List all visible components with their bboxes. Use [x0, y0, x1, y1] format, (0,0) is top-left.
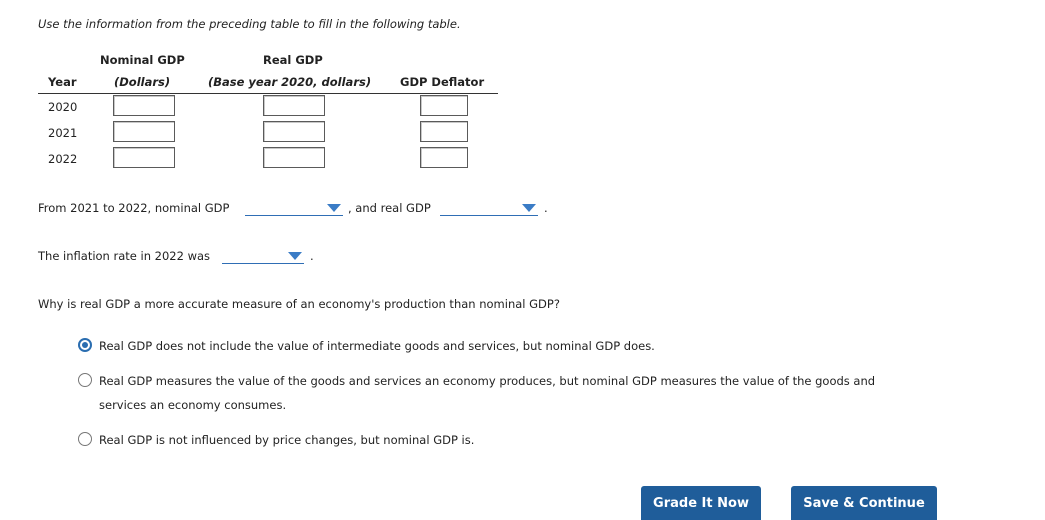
gdp-deflator-2022-input[interactable] [420, 147, 468, 168]
question-text: Why is real GDP a more accurate measure of an economy's production than nominal GDP? [38, 297, 560, 311]
option-3-radio[interactable] [78, 432, 92, 446]
option-2-radio[interactable] [78, 373, 92, 387]
option-3-label: Real GDP is not influenced by price changes, but nominal GDP is. [99, 433, 475, 447]
gdp-deflator-2020-input[interactable] [420, 95, 468, 116]
option-1-label: Real GDP does not include the value of intermediate goods and services, but nominal GDP does. [99, 339, 655, 353]
option-2-label-line2: services an economy consumes. [99, 398, 287, 412]
option-1-radio[interactable] [78, 338, 92, 352]
header-nominal-unit: (Dollars) [114, 75, 171, 89]
instructions: Use the information from the preceding table to fill in the following table. [38, 17, 461, 31]
row-year-2021: 2021 [48, 126, 78, 140]
header-real-unit: (Base year 2020, dollars) [208, 75, 372, 89]
nominal-gdp-change-dropdown[interactable] [245, 200, 343, 216]
nominal-gdp-2021-input[interactable] [113, 121, 175, 142]
table-header-divider [38, 93, 498, 94]
real-gdp-change-dropdown[interactable] [440, 200, 538, 216]
sentence2-suffix: . [310, 249, 314, 263]
nominal-gdp-2020-input[interactable] [113, 95, 175, 116]
option-2-label-line1: Real GDP measures the value of the goods and services an economy produces, but nominal GDP measures the value of the goods and [99, 374, 876, 388]
sentence1-middle: , and real GDP [348, 201, 431, 215]
row-year-2020: 2020 [48, 100, 78, 114]
chevron-down-icon [522, 204, 536, 212]
gdp-deflator-2021-input[interactable] [420, 121, 468, 142]
sentence2-prefix: The inflation rate in 2022 was [38, 249, 211, 263]
sentence1-suffix: . [544, 201, 548, 215]
chevron-down-icon [288, 252, 302, 260]
sentence1-prefix: From 2021 to 2022, nominal GDP [38, 201, 230, 215]
header-nominal-gdp: Nominal GDP [100, 53, 185, 67]
real-gdp-2021-input[interactable] [263, 121, 325, 142]
chevron-down-icon [327, 204, 341, 212]
header-real-gdp: Real GDP [263, 53, 323, 67]
header-year: Year [48, 75, 77, 89]
real-gdp-2020-input[interactable] [263, 95, 325, 116]
grade-it-now-button[interactable]: Grade It Now [641, 486, 761, 520]
inflation-rate-dropdown[interactable] [222, 248, 304, 264]
real-gdp-2022-input[interactable] [263, 147, 325, 168]
save-continue-button[interactable]: Save & Continue [791, 486, 937, 520]
header-gdp-deflator: GDP Deflator [400, 75, 485, 89]
nominal-gdp-2022-input[interactable] [113, 147, 175, 168]
row-year-2022: 2022 [48, 152, 78, 166]
